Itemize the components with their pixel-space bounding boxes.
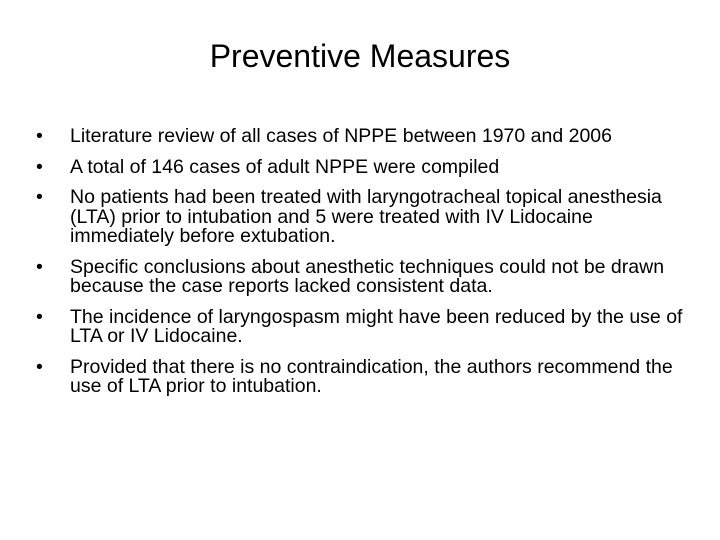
bullet-item bbox=[36, 255, 684, 297]
slide-title: Preventive Measures bbox=[209, 38, 511, 74]
bullet-text: The incidence of laryngospasm might have been reduced by the use of LTA or IV Lidocaine. bbox=[70, 305, 683, 347]
bullet-item bbox=[36, 188, 684, 247]
bullet-item bbox=[36, 127, 684, 147]
bullet-icon: • bbox=[36, 125, 43, 147]
bullet-text: A total of 146 cases of adult NPPE were compiled bbox=[70, 155, 500, 178]
bullet-list bbox=[36, 127, 684, 408]
bullet-icon: • bbox=[36, 186, 43, 208]
bullet-icon: • bbox=[36, 255, 43, 278]
bullet-item bbox=[36, 155, 684, 178]
bullet-text: Literature review of all cases of NPPE between 1970 and 2006 bbox=[70, 125, 613, 147]
bullet-item bbox=[36, 355, 684, 397]
bullet-text: Specific conclusions about anesthetic techniques could not be drawn because the case reports lacked consistent data. bbox=[70, 255, 665, 297]
bullet-item bbox=[36, 305, 684, 347]
bullet-text: No patients had been treated with laryngotracheal topical anesthesia (LTA) prior to intubation and 5 were treated with IV Lidocaine immediately before extubation. bbox=[70, 186, 662, 247]
bullet-icon: • bbox=[36, 355, 43, 378]
bullet-icon: • bbox=[36, 305, 43, 328]
bullet-icon: • bbox=[36, 155, 43, 178]
bullet-text: Provided that there is no contraindication, the authors recommend the use of LTA prior to intubation. bbox=[70, 355, 673, 397]
